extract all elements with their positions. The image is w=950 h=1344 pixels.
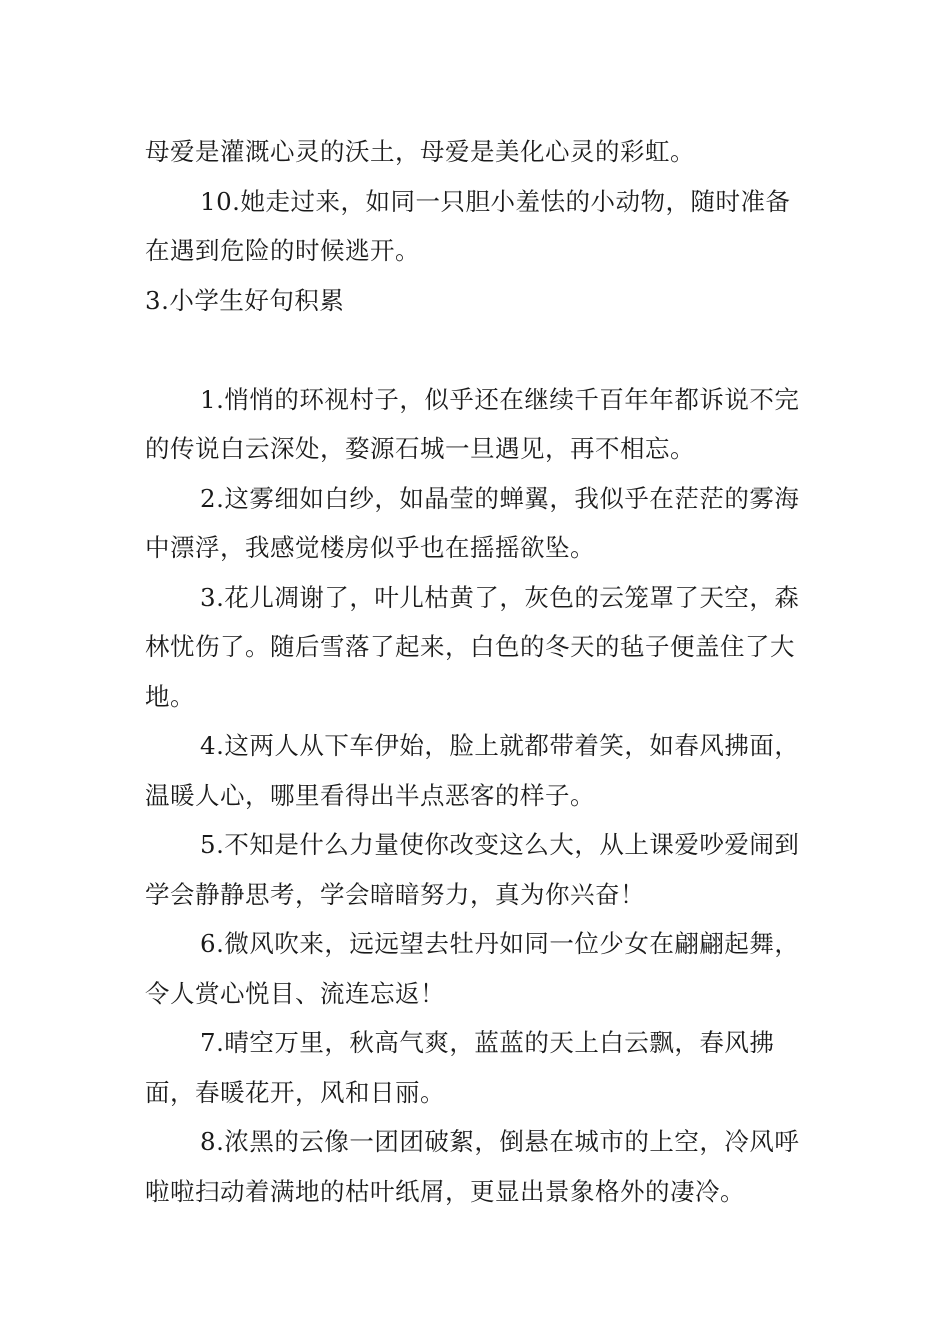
blank-line <box>145 325 810 375</box>
paragraph-item-1: 1.悄悄的环视村子，似乎还在继续千百年年都诉说不完的传说白云深处，婺源石城一旦遇见，再不相忘。 <box>145 384 800 463</box>
paragraph-item-2: 2.这雾细如白纱，如晶莹的蝉翼，我似乎在茫茫的雾海中漂浮，我感觉楼房似乎也在摇摇欲坠。 <box>145 483 800 562</box>
paragraph-item-8: 8.浓黑的云像一团团破絮，倒悬在城市的上空，冷风呼啦啦扫动着满地的枯叶纸屑，更显出景象格外的凄冷。 <box>145 1127 800 1206</box>
paragraph-item-3: 3.花儿凋谢了，叶儿枯黄了，灰色的云笼罩了天空，森林忧伤了。随后雪落了起来，白色的冬天的毡子便盖住了大地。 <box>145 582 800 711</box>
paragraph-item-6: 6.微风吹来，远远望去牡丹如同一位少女在翩翩起舞，令人赏心悦目、流连忘返！ <box>145 929 800 1008</box>
document-body <box>145 127 810 1216</box>
section-heading: 3.小学生好句积累 <box>145 285 345 315</box>
paragraph-item-5: 5.不知是什么力量使你改变这么大，从上课爱吵爱闹到学会静静思考，学会暗暗努力，真为你兴奋！ <box>145 830 800 909</box>
paragraph-item-4: 4.这两人从下车伊始，脸上就都带着笑，如春风拂面，温暖人心，哪里看得出半点恶客的样子。 <box>145 731 800 810</box>
paragraph-continuation: 母爱是灌溉心灵的沃土，母爱是美化心灵的彩虹。 <box>145 137 695 166</box>
paragraph-item-7: 7.晴空万里，秋高气爽，蓝蓝的天上白云飘，春风拂面，春暖花开，风和日丽。 <box>145 1028 775 1107</box>
paragraph-item-10: 10.她走过来，如同一只胆小羞怯的小动物，随时准备在遇到危险的时候逃开。 <box>145 186 791 265</box>
